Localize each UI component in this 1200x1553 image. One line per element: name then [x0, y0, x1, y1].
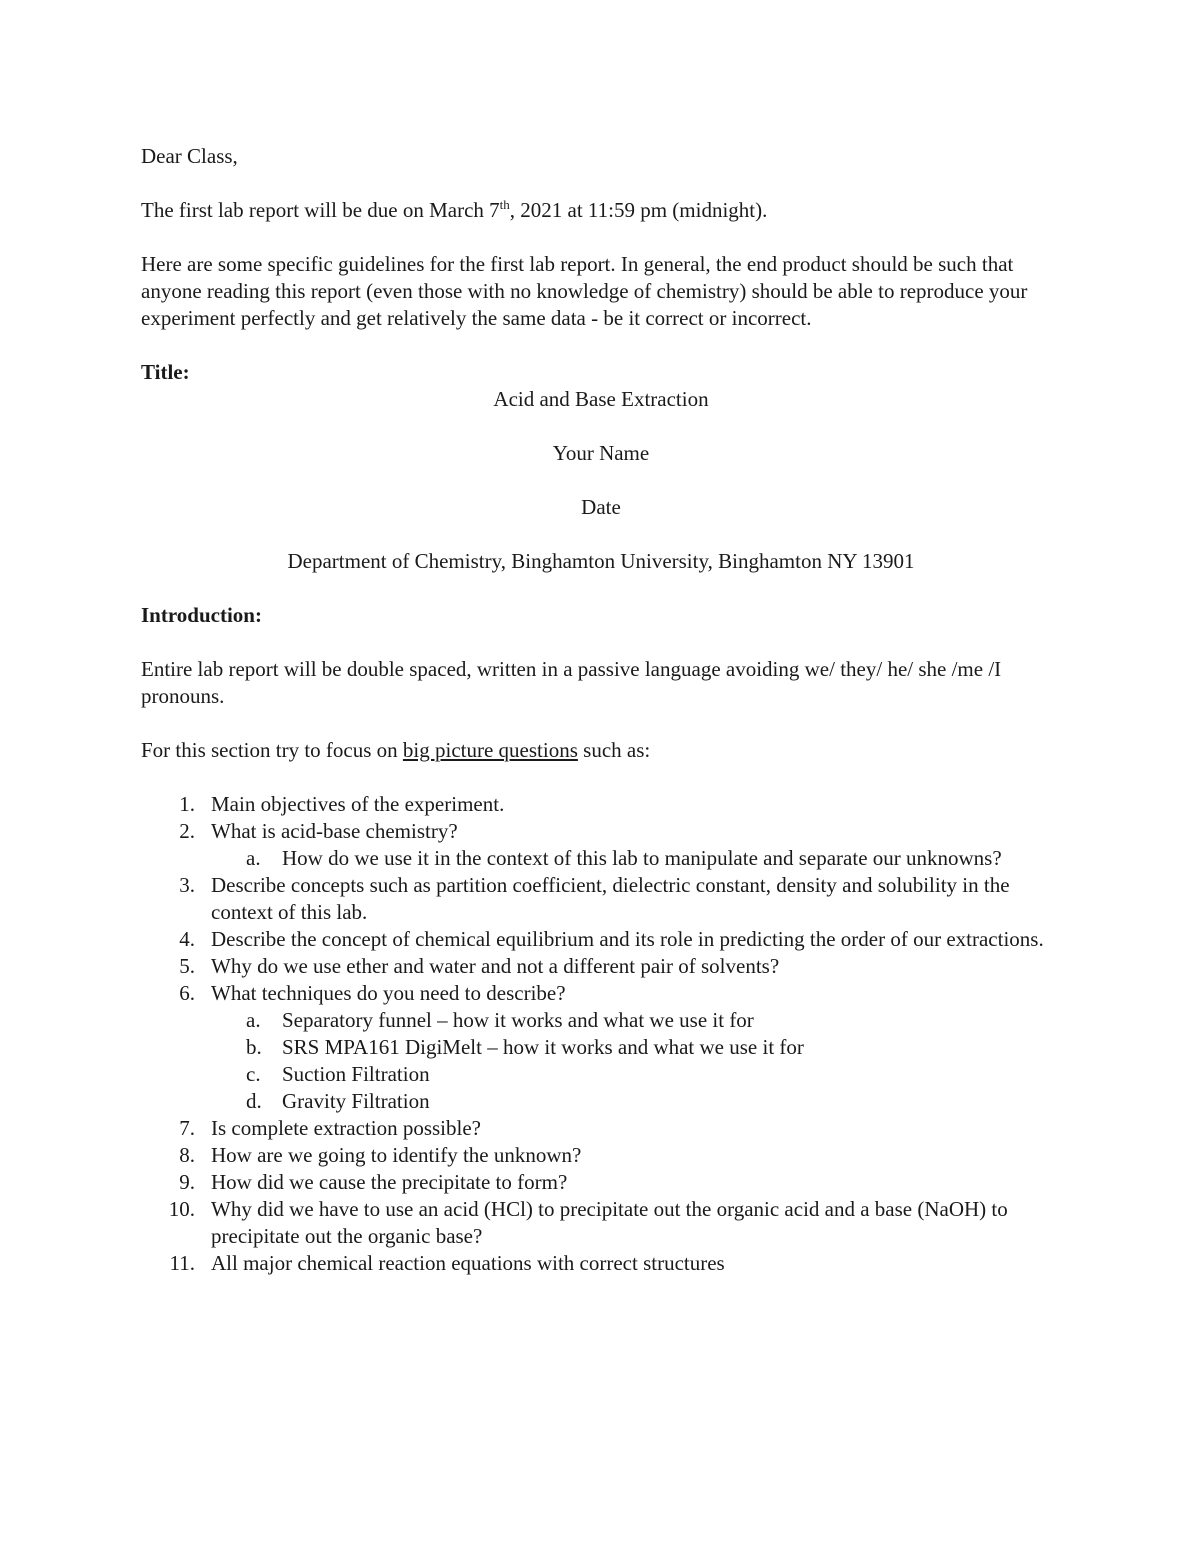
sub-list-item-text: Gravity Filtration [282, 1089, 430, 1113]
title-heading: Title: [141, 360, 190, 384]
list-item-text: Describe concepts such as partition coefficient, dielectric constant, density and solubility in the context of this lab. [211, 873, 1010, 924]
list-number: 6. [179, 981, 195, 1005]
list-item [141, 1250, 1061, 1277]
sub-list-item-text: How do we use it in the context of this lab to manipulate and separate our unknowns? [282, 846, 1002, 870]
list-item [141, 1115, 1061, 1142]
list-item [141, 926, 1061, 953]
sub-list-item [211, 1034, 1061, 1061]
list-item [141, 1142, 1061, 1169]
list-item-text: All major chemical reaction equations with correct structures [211, 1251, 725, 1275]
list-number: 8. [179, 1143, 195, 1167]
list-number: 10. [168, 1197, 195, 1221]
list-item-text: Why did we have to use an acid (HCl) to precipitate out the organic acid and a base (NaOH) to precipitate out the organic base? [211, 1197, 1008, 1248]
question-list [141, 791, 1061, 1277]
due-text-after: , 2021 at 11:59 pm (midnight). [509, 198, 768, 222]
introduction-heading: Introduction: [141, 603, 262, 627]
report-date: Date [581, 495, 621, 519]
list-item [141, 1169, 1061, 1196]
due-superscript: th [499, 197, 510, 212]
document-page [141, 143, 1061, 1277]
greeting: Dear Class, [141, 144, 238, 168]
sub-list [211, 1007, 1061, 1115]
list-number: 7. [179, 1116, 195, 1140]
list-item-text: How are we going to identify the unknown? [211, 1143, 582, 1167]
list-item-text: Is complete extraction possible? [211, 1116, 481, 1140]
report-department: Department of Chemistry, Binghamton University, Binghamton NY 13901 [287, 549, 915, 573]
list-number: 11. [169, 1251, 195, 1275]
list-item-text: Why do we use ether and water and not a different pair of solvents? [211, 954, 780, 978]
focus-text-before: For this section try to focus on [141, 738, 403, 762]
due-date-sentence [141, 197, 1061, 224]
sub-list-item-text: Suction Filtration [282, 1062, 430, 1086]
report-title: Acid and Base Extraction [493, 387, 709, 411]
list-item [141, 791, 1061, 818]
sub-list-letter: a. [246, 1008, 261, 1032]
sub-list-letter: c. [246, 1062, 261, 1086]
sub-list-item-text: Separatory funnel – how it works and what we use it for [282, 1008, 754, 1032]
guidelines-paragraph: Here are some specific guidelines for the first lab report. In general, the end product should be such that anyone reading this report (even those with no knowledge of chemistry) should be able to reproduce your experiment perfectly and get relatively the same data - be it correct or incorrect. [141, 252, 1028, 330]
list-item-text: What is acid-base chemistry? [211, 819, 458, 843]
report-name: Your Name [552, 441, 650, 465]
list-number: 4. [179, 927, 195, 951]
list-item-text: Main objectives of the experiment. [211, 792, 505, 816]
list-number: 1. [179, 792, 195, 816]
list-number: 3. [179, 873, 195, 897]
list-item [141, 818, 1061, 872]
sub-list-item [211, 845, 1061, 872]
sub-list-letter: d. [246, 1089, 262, 1113]
list-number: 5. [179, 954, 195, 978]
list-item [141, 980, 1061, 1115]
sub-list-item [211, 1007, 1061, 1034]
list-number: 9. [179, 1170, 195, 1194]
list-item-text: How did we cause the precipitate to form? [211, 1170, 568, 1194]
sub-list-item [211, 1061, 1061, 1088]
due-text-before: The first lab report will be due on March 7 [141, 198, 500, 222]
focus-underlined: big picture questions [402, 738, 578, 762]
sub-list [211, 845, 1061, 872]
sub-list-letter: a. [246, 846, 261, 870]
focus-sentence [141, 737, 1061, 764]
title-block [141, 386, 1061, 575]
sub-list-item-text: SRS MPA161 DigiMelt – how it works and what we use it for [282, 1035, 804, 1059]
introduction-paragraph: Entire lab report will be double spaced, written in a passive language avoiding we/ they/ he/ she /me /I pronouns. [141, 657, 1002, 708]
list-item [141, 872, 1061, 926]
list-item-text: Describe the concept of chemical equilibrium and its role in predicting the order of our extractions. [211, 927, 1044, 951]
sub-list-letter: b. [246, 1035, 262, 1059]
list-number: 2. [179, 819, 195, 843]
list-item [141, 1196, 1061, 1250]
list-item [141, 953, 1061, 980]
sub-list-item [211, 1088, 1061, 1115]
focus-text-after: such as: [577, 738, 651, 762]
list-item-text: What techniques do you need to describe? [211, 981, 566, 1005]
